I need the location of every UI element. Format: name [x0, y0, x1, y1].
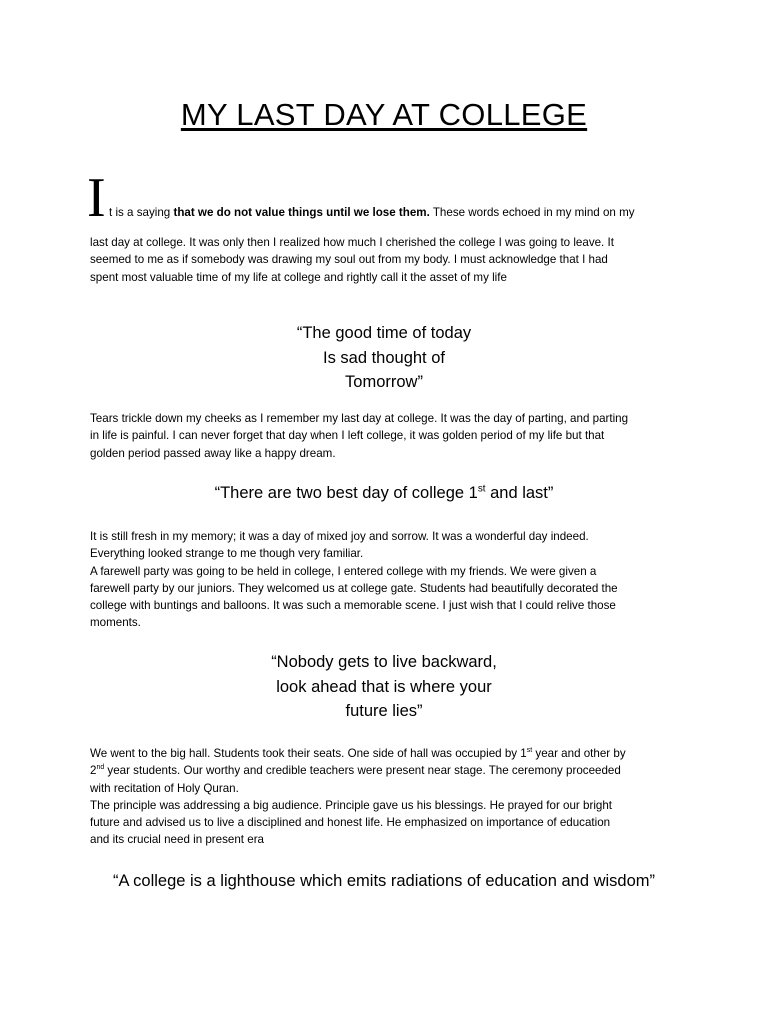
quote-line: “Nobody gets to live backward, — [271, 653, 497, 671]
drop-cap: I — [87, 167, 106, 229]
quote-text-start: “There are two best day of college 1 — [214, 484, 478, 502]
paragraph-line: with recitation of Holy Quran. — [90, 781, 239, 795]
hall-paragraph — [90, 745, 690, 849]
intro-line1-bold: that we do not value things until we lose them. — [173, 206, 430, 219]
quote-live-backward — [0, 650, 768, 724]
paragraph-line — [90, 762, 690, 779]
intro-paragraph — [90, 234, 690, 286]
paragraph-line: future and advised us to live a disciplined and honest life. He emphasized on importance of education — [90, 816, 611, 830]
paragraph-line: It is still fresh in my memory; it was a day of mixed joy and sorrow. It was a wonderful day indeed. — [90, 530, 589, 543]
paragraph-line: farewell party by our juniors. They welcomed us at college gate. Students had beautifully decorated the — [90, 581, 618, 595]
ordinal-first: st — [526, 747, 533, 755]
paragraph-line: The principle was addressing a big audience. Principle gave us his blessings. He prayed for our bright — [90, 798, 613, 812]
intro-line1-start: t is a saying — [109, 206, 174, 219]
intro-line: last day at college. It was only then I realized how much I cherished the college I was going to leave. It — [90, 236, 614, 249]
hall-line2-number: 2 — [90, 764, 97, 778]
paragraph-line — [90, 745, 690, 762]
quote-ordinal: st — [477, 483, 486, 495]
paragraph-line: and its crucial need in present era — [90, 833, 265, 847]
hall-line1-start: We went to the big hall. Students took their seats. One side of hall was occupied by 1 — [90, 747, 527, 760]
intro-line: seemed to me as if somebody was drawing my soul out from my body. I must acknowledge that I had — [90, 253, 608, 267]
intro-first-line — [109, 206, 635, 219]
paragraph-line: A farewell party was going to be held in college, I entered college with my friends. We were given a — [90, 564, 597, 578]
intro-line: spent most valuable time of my life at college and rightly call it the asset of my life — [90, 270, 507, 284]
quote-line: Tomorrow” — [345, 373, 423, 391]
paragraph-line: Everything looked strange to me though very familiar. — [90, 547, 364, 561]
ordinal-second: nd — [96, 764, 105, 772]
hall-line1-end: year and other by — [532, 747, 626, 760]
quote-good-time — [0, 321, 768, 395]
paragraph-line: golden period passed away like a happy dream. — [90, 446, 336, 460]
paragraph-line: moments. — [90, 616, 141, 630]
paragraph-line: in life is painful. I can never forget that day when I left college, it was golden period of my life but that — [90, 429, 605, 443]
quote-line: future lies” — [345, 702, 423, 720]
tears-paragraph — [90, 410, 690, 462]
quote-line: Is sad thought of — [322, 348, 445, 367]
memory-paragraph — [90, 528, 690, 632]
page-title: MY LAST DAY AT COLLEGE — [180, 97, 588, 132]
quote-text-end: and last” — [485, 484, 554, 502]
quote-two-best-days — [0, 481, 768, 506]
paragraph-line: Tears trickle down my cheeks as I remember my last day at college. It was the day of parting, and parting — [90, 412, 629, 425]
quote-line: look ahead that is where your — [276, 677, 492, 696]
quote-line: “The good time of today — [296, 324, 472, 342]
paragraph-line: college with buntings and balloons. It was such a memorable scene. I just wish that I could relive those — [90, 599, 616, 613]
hall-line2-end: year students. Our worthy and credible teachers were present near stage. The ceremony proceeded — [104, 764, 621, 778]
quote-lighthouse: “A college is a lighthouse which emits radiations of education and wisdom” — [112, 872, 656, 890]
intro-line1-end: These words echoed in my mind on my — [429, 206, 635, 219]
